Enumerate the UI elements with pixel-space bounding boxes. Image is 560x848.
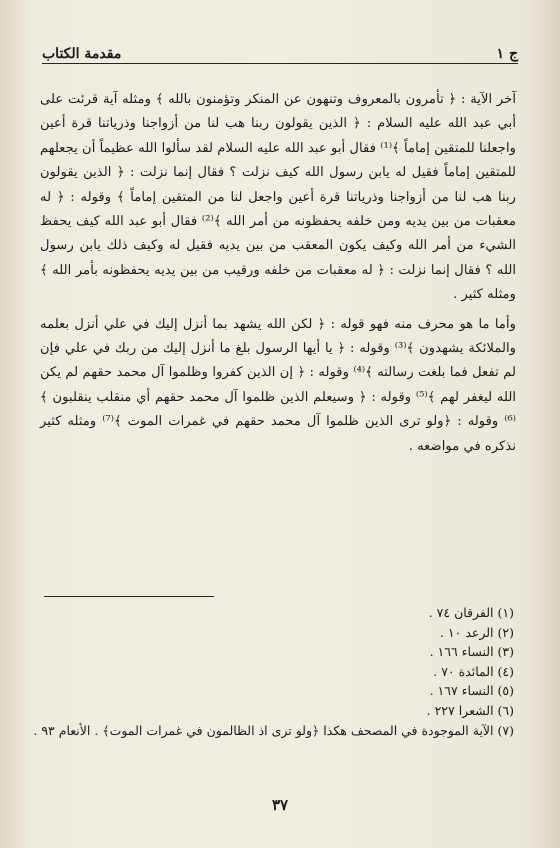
section-title: مقدمة الكتاب [42, 46, 122, 62]
footnotes [33, 603, 514, 740]
volume-label: ج ١ [496, 46, 518, 62]
page-number: ٣٧ [271, 796, 289, 814]
footnote-rule [44, 596, 214, 597]
paragraph: وأما ما هو محرف منه فهو قوله : ﴿ لكن الله يشهد بما أنزل إليك في علي أنزل بعلمه والملائكة يشهدون ﴾⁽³⁾ وقوله : ﴿ يا أيها الرسول بلغ ما أنزل إليك من ربك في علي فإن لم تفعل فما بلغت رسالته ﴾⁽⁴⁾ وقوله : ﴿ إن الذين كفروا وظلموا آل محمد حقهم لم يكن الله ليغفر لهم ﴾⁽⁵⁾ وقوله : ﴿ وسيعلم الذين ظلموا آل محمد حقهم أي منقلب ينقلبون ﴾⁽⁶⁾ وقوله : ﴿ولو ترى الذين ظلموا آل محمد حقهم في غمرات الموت ﴾⁽⁷⁾ ومثله كثير نذكره في مواضعه . [40, 316, 516, 454]
header-rule [42, 63, 518, 64]
footnote: (٣) النساء ١٦٦ . [429, 644, 514, 660]
main-text [40, 88, 516, 464]
running-header [42, 40, 518, 62]
footnote: (٥) النساء ١٦٧ . [429, 683, 514, 699]
footnote: (٤) المائدة ٧٠ . [433, 663, 514, 679]
footnote: (٧) الآية الموجودة في المصحف هكذا ﴿ولو ترى اذ الظالمون في غمرات الموت﴾ . الأنعام ٩٣ . [33, 722, 514, 738]
footnote: (١) الفرقان ٧٤ . [428, 605, 514, 620]
footnote: (٢) الرعد ١٠ . [439, 624, 514, 640]
paragraph: آخر الآية : ﴿ تأمرون بالمعروف وتنهون عن المنكر وتؤمنون بالله ﴾ ومثله آية قرئت على أبي عبد الله عليه السلام : ﴿ الذين يقولون ربنا هب لنا من أزواجنا وذرياتنا قرة أعين واجعلنا للمتقين إماماً ﴾⁽¹⁾ فقال أبو عبد الله عليه السلام لقد سألوا الله عظيماً أن يجعلهم للمتقين إماماً فقيل له يابن رسول الله كيف نزلت ؟ فقال إنما نزلت : ﴿ الذين يقولون ربنا هب لنا من أزواجنا وذرياتنا قرة أعين واجعل لنا من المتقين إماماً ﴾ وقوله : ﴿ له معقبات من بين يديه ومن خلفه يحفظونه من أمر الله ﴾⁽²⁾ فقال أبو عبد الله كيف يحفظ الشيء من أمر الله وكيف يكون المعقب من بين يديه فقيل له وكيف ذلك يابن رسول الله ؟ فقال إنما نزلت : ﴿ له معقبات من خلفه ورقيب من بين يديه يحفظونه بأمر الله ﴾ ومثله كثير . [40, 92, 517, 303]
footnote: (٦) الشعرا ٢٢٧ . [426, 702, 514, 718]
